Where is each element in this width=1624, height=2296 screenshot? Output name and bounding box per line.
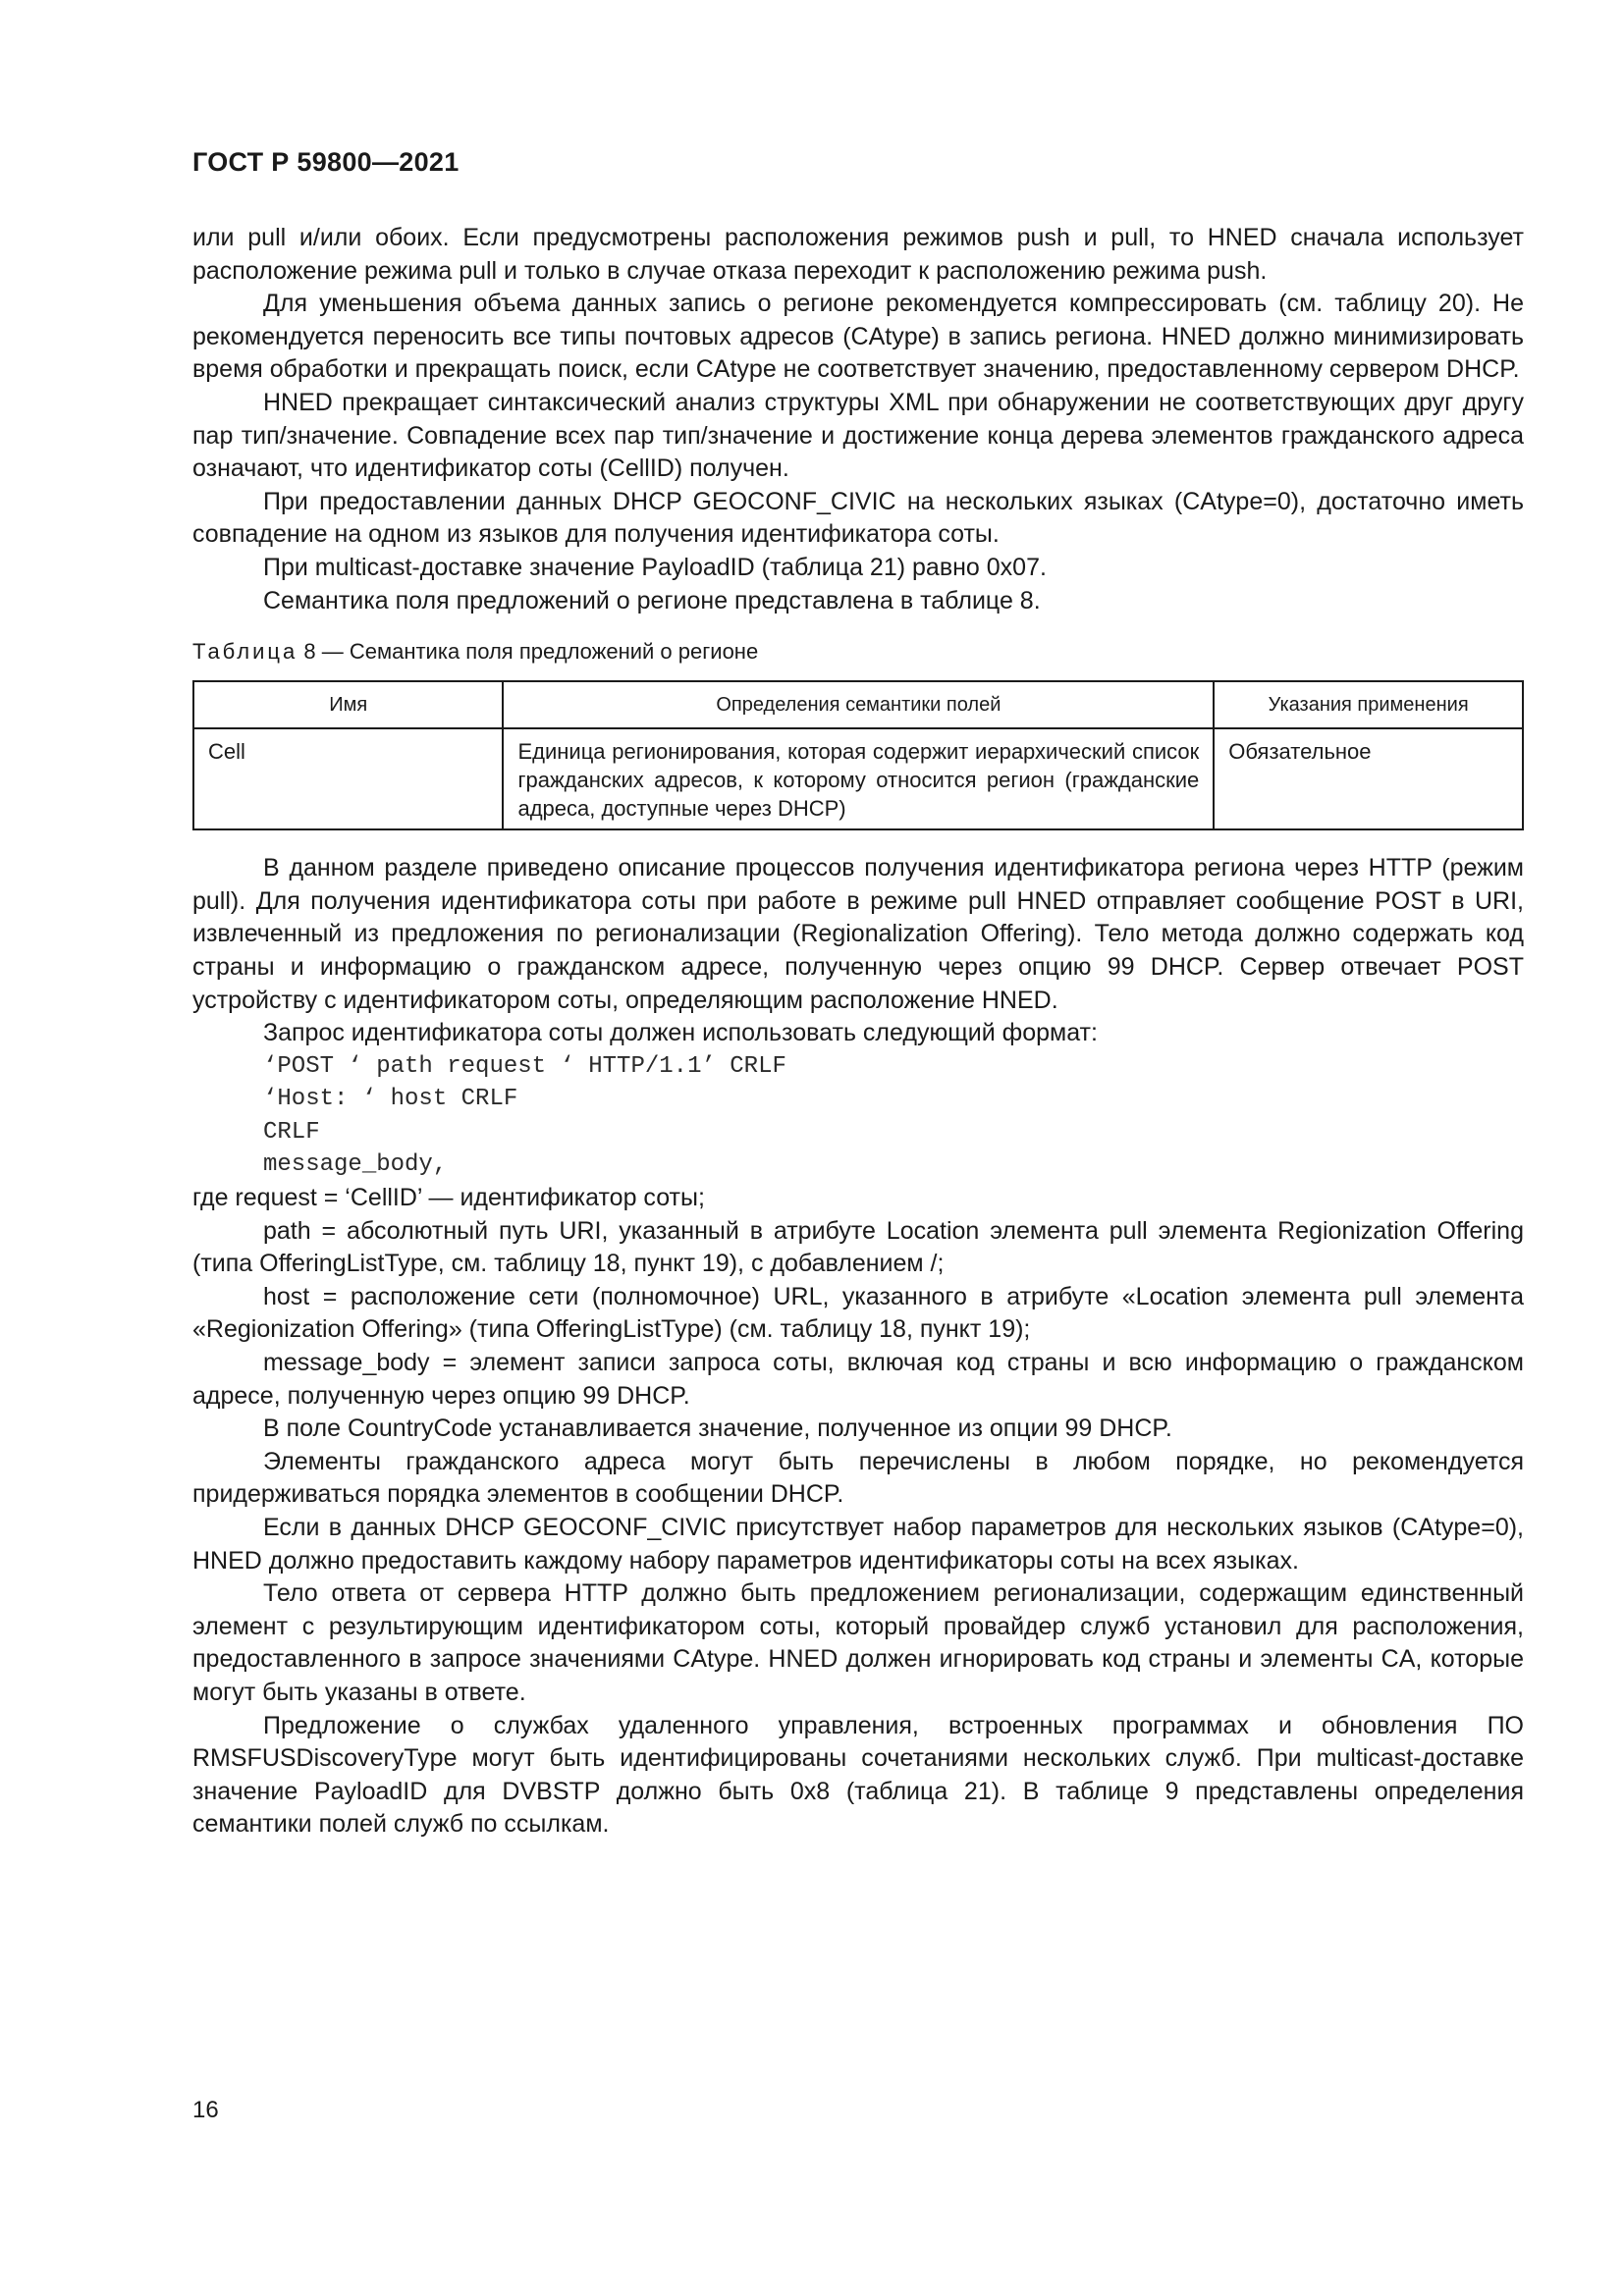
table-cell: Обязательное <box>1214 728 1523 829</box>
table-caption <box>192 637 1524 667</box>
table-header-cell: Имя <box>193 681 503 728</box>
table-cell: Cell <box>193 728 503 829</box>
paragraph: message_body = элемент записи запроса соты, включая код страны и всю информацию о гражданском адресе, полученную через опцию 99 DHCP. <box>192 1349 1524 1410</box>
page-number: 16 <box>192 2097 219 2123</box>
paragraph: Если в данных DHCP GEOCONF_CIVIC присутствует набор параметров для нескольких языков (CAtype=0), HNED должно предоставить каждому набору параметров идентификаторы соты на всех языках. <box>192 1514 1524 1575</box>
paragraph: Предложение о службах удаленного управления, встроенных программах и обновления ПО RMSFUSDiscoveryType могут быть идентифицированы сочетаниями нескольких служб. При multicast-доставке значение PayloadID для DVBSTP должно быть 0x8 (таблица 21). В таблице 9 представлены определения семантики полей служб по ссылкам. <box>192 1711 1524 1839</box>
code-line: message_body, <box>263 1151 448 1179</box>
paragraph: При multicast-доставке значение PayloadID (таблица 21) равно 0x07. <box>263 553 1047 581</box>
code-line: CRLF <box>263 1118 320 1146</box>
table-header-cell: Определения семантики полей <box>503 681 1214 728</box>
paragraph: Для уменьшения объема данных запись о регионе рекомендуется компрессировать (см. таблицу 20). Не рекомендуется переносить все типы почтовых адресов (CAtype) в запись региона. HNED должно минимизировать время обработки и прекращать поиск, если CAtype не соответствует значению, предоставленному сервером DHCP. <box>192 290 1524 384</box>
paragraph: Семантика поля предложений о регионе представлена в таблице 8. <box>263 586 1041 614</box>
paragraph: В поле CountryCode устанавливается значение, полученное из опции 99 DHCP. <box>263 1415 1172 1443</box>
document-header: ГОСТ Р 59800—2021 <box>192 147 460 177</box>
table-caption-text: 8 — Семантика поля предложений о регионе <box>303 639 759 665</box>
table-header-row <box>193 681 1523 728</box>
table-header-cell: Указания применения <box>1214 681 1523 728</box>
paragraph: Тело ответа от сервера HTTP должно быть предложением регионализации, содержащим единственный элемент с результирующим идентификатором соты, который провайдер служб установил для расположения, предоставленного в запросе значениями CAtype. HNED должен игнорировать код страны и элементы CA, которые могут быть указаны в ответе. <box>192 1579 1524 1706</box>
paragraph: path = абсолютный путь URI, указанный в атрибуте Location элемента pull элемента Regionization Offering (типа OfferingListType, см. таблицу 18, пункт 19), с добавлением /; <box>192 1216 1524 1278</box>
paragraph: Элементы гражданского адреса могут быть перечислены в любом порядке, но рекомендуется придерживаться порядка элементов в сообщении DHCP. <box>192 1447 1524 1509</box>
table-caption-label: Таблица <box>192 639 298 665</box>
paragraph: В данном разделе приведено описание процессов получения идентификатора региона через HTTP (режим pull). Для получения идентификатора соты при работе в режиме pull HNED отправляет сообщение POST в URI, извлеченный из предложения по регионализации (Regionalization Offering). Тело метода должно содержать код страны и информацию о гражданском адресе, полученную через опцию 99 DHCP. Сервер отвечает POST устройству с идентификатором соты, определяющим расположение HNED. <box>192 854 1524 1014</box>
code-line: ‘POST ‘ path request ‘ HTTP/1.1’ CRLF <box>263 1052 786 1080</box>
paragraph: При предоставлении данных DHCP GEOCONF_CIVIC на нескольких языках (CAtype=0), достаточно иметь совпадение на одном из языков для получения идентификатора соты. <box>192 487 1524 549</box>
paragraph-continuation: или pull и/или обоих. Если предусмотрены расположения режимов push и pull, то HNED сначала использует расположение режима pull и только в случае отказа переходит к расположению режима push. <box>192 224 1524 285</box>
code-line: ‘Host: ‘ host CRLF <box>263 1086 518 1113</box>
table-8 <box>192 680 1524 830</box>
table-cell: Единица регионирования, которая содержит иерархический список гражданских адресов, к которому относится регион (гражданские адреса, доступные через DHCP) <box>503 728 1214 829</box>
paragraph: HNED прекращает синтаксический анализ структуры XML при обнаружении не соответствующих друг другу пар тип/значение. Совпадение всех пар тип/значение и достижение конца дерева элементов гражданского адреса означают, что идентификатор соты (CellID) получен. <box>192 388 1524 483</box>
paragraph: Запрос идентификатора соты должен использовать следующий формат: <box>263 1019 1098 1047</box>
where-line: где request = ‘CellID’ — идентификатор соты; <box>192 1184 705 1212</box>
document-body <box>192 222 1524 1842</box>
paragraph: host = расположение сети (полномочное) URL, указанного в атрибуте «Location элемента pull элемента «Regionization Offering» (типа OfferingListType) (см. таблицу 18, пункт 19); <box>192 1282 1524 1344</box>
table-row <box>193 728 1523 829</box>
